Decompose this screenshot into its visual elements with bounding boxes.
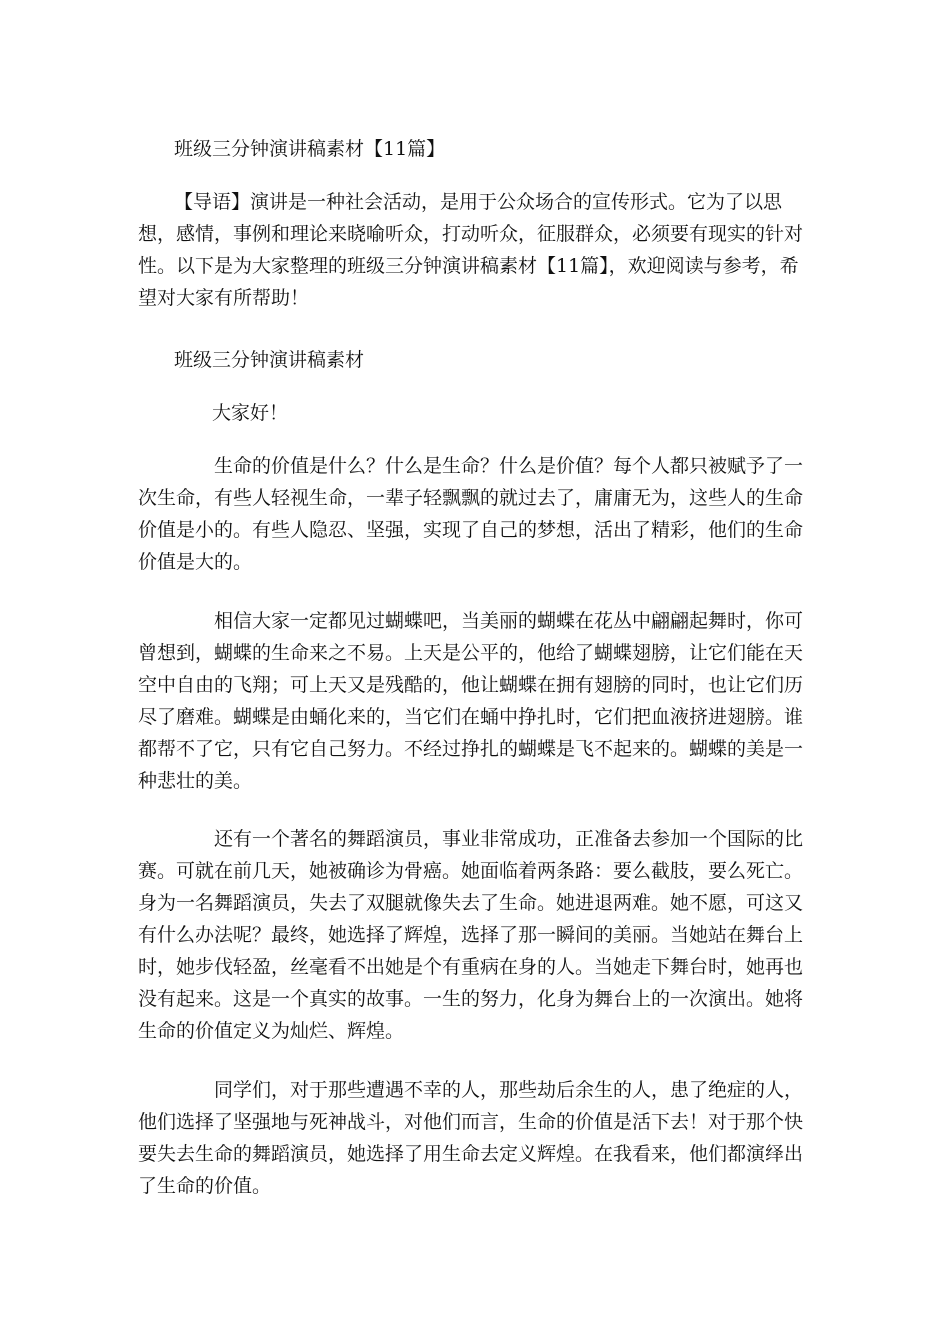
intro-paragraph: 【导语】演讲是一种社会活动，是用于公众场合的宣传形式。它为了以思想，感情，事例和理论来晓喻听众，打动听众，征服群众，必须要有现实的针对性。以下是为大家整理的班级三分钟演讲稿素材【11篇】，欢迎阅读与参考，希望对大家有所帮助！ xyxy=(138,191,804,309)
body-paragraph: 还有一个著名的舞蹈演员，事业非常成功，正准备去参加一个国际的比赛。可就在前几天，她被确诊为骨癌。她面临着两条路：要么截肢，要么死亡。身为一名舞蹈演员，失去了双腿就像失去了生命。她进退两难。她不愿，可这又有什么办法呢？最终，她选择了辉煌，选择了那一瞬间的美丽。当她站在舞台上时，她步伐轻盈，丝毫看不出她是个有重病在身的人。当她走下舞台时，她再也没有起来。这是一个真实的故事。一生的努力，化身为舞台上的一次演出。她将生命的价值定义为灿烂、辉煌。 xyxy=(138,828,804,1042)
document-title: 班级三分钟演讲稿素材【11篇】 xyxy=(174,138,446,160)
body-paragraph: 相信大家一定都见过蝴蝶吧，当美丽的蝴蝶在花丛中翩翩起舞时，你可曾想到，蝴蝶的生命来之不易。上天是公平的，他给了蝴蝶翅膀，让它们能在天空中自由的飞翔；可上天又是残酷的，他让蝴蝶在拥有翅膀的同时，也让它们历尽了磨难。蝴蝶是由蛹化来的，当它们在蛹中挣扎时，它们把血液挤进翅膀。谁都帮不了它，只有它自己努力。不经过挣扎的蝴蝶是飞不起来的。蝴蝶的美是一种悲壮的美。 xyxy=(138,610,804,792)
body-paragraph: 生命的价值是什么？什么是生命？什么是价值？每个人都只被赋予了一次生命，有些人轻视生命，一辈子轻飘飘的就过去了，庸庸无为，这些人的生命价值是小的。有些人隐忍、坚强，实现了自己的梦想，活出了精彩，他们的生命价值是大的。 xyxy=(138,455,804,573)
greeting: 大家好！ xyxy=(212,402,289,424)
body-paragraph: 同学们，对于那些遭遇不幸的人，那些劫后余生的人，患了绝症的人，他们选择了坚强地与死神战斗，对他们而言，生命的价值是活下去！对于那个快要失去生命的舞蹈演员，她选择了用生命去定义辉煌。在我看来，他们都演绎出了生命的价值。 xyxy=(138,1079,804,1197)
section-heading: 班级三分钟演讲稿素材 xyxy=(174,349,365,371)
